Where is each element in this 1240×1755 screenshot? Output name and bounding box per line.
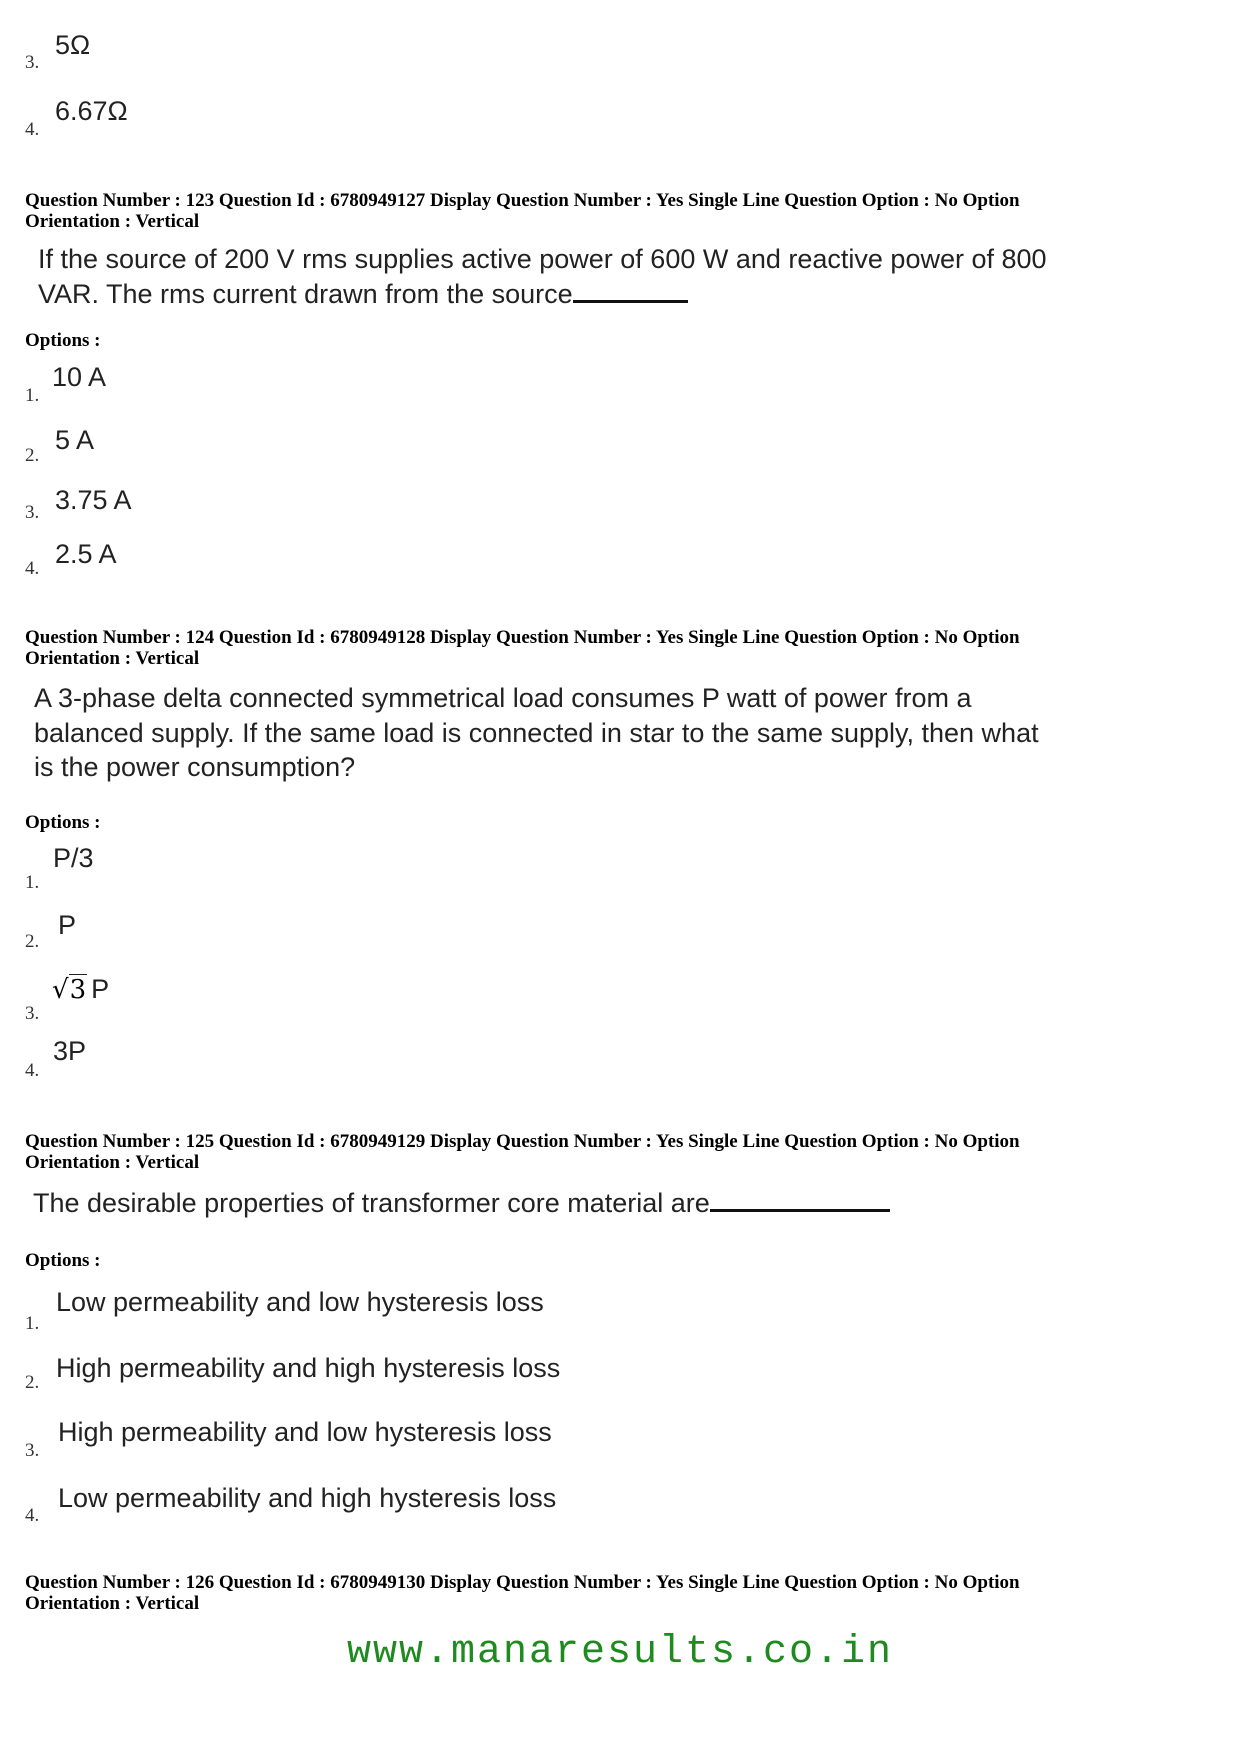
question-text-line: A 3-phase delta connected symmetrical load consumes P watt of power from a: [34, 683, 972, 713]
question-meta-line: Question Number : 123 Question Id : 6780949127 Display Question Number : Yes Single Line Question Option : No Option: [25, 190, 1020, 211]
option-text: 5 A: [55, 425, 95, 455]
answer-blank: [710, 1209, 890, 1212]
option-text: 2.5 A: [55, 539, 117, 569]
sqrt-symbol: √3: [52, 975, 87, 1005]
question-text-fragment: The desirable properties of transformer core material are: [33, 1188, 710, 1218]
question-text-line: [38, 279, 688, 310]
question-meta: [25, 190, 1195, 232]
question-text-line: If the source of 200 V rms supplies active power of 600 W and reactive power of 800: [38, 244, 1047, 274]
options-label: Options :: [25, 812, 101, 833]
option-text: 5Ω: [55, 30, 91, 60]
option-text-fragment: P: [91, 974, 110, 1004]
option-number: 2.: [25, 1372, 40, 1393]
question-meta-line: Question Number : 125 Question Id : 6780949129 Display Question Number : Yes Single Line Question Option : No Option: [25, 1131, 1020, 1152]
option-text: 6.67Ω: [55, 96, 128, 126]
question-meta: [25, 1131, 1195, 1173]
option-text: Low permeability and high hysteresis loss: [58, 1483, 557, 1513]
option-number: 2.: [25, 931, 40, 952]
question-text-fragment: VAR. The rms current drawn from the source: [38, 279, 573, 309]
option-number: 4.: [25, 1060, 40, 1081]
option-number: 1.: [25, 1313, 40, 1334]
option-text: 3.75 A: [55, 485, 132, 515]
option-text: High permeability and low hysteresis loss: [58, 1417, 552, 1447]
option-number: 4.: [25, 558, 40, 579]
option-number: 3.: [25, 52, 40, 73]
question-text-line: balanced supply. If the same load is connected in star to the same supply, then what: [34, 718, 1039, 748]
option-number: 3.: [25, 1003, 40, 1024]
option-text: Low permeability and low hysteresis loss: [56, 1287, 544, 1317]
question-meta: [25, 627, 1195, 669]
question-meta: [25, 1572, 1195, 1614]
answer-blank: [573, 300, 688, 303]
question-meta-line: Orientation : Vertical: [25, 648, 200, 669]
question-text-line: is the power consumption?: [34, 752, 356, 782]
option-text: P: [58, 910, 77, 940]
footer-url: www.manaresults.co.in: [346, 1630, 894, 1675]
option-number: 4.: [25, 119, 40, 140]
option-number: 4.: [25, 1505, 40, 1526]
option-number: 1.: [25, 385, 40, 406]
question-meta-line: Orientation : Vertical: [25, 211, 200, 232]
option-number: 3.: [25, 502, 40, 523]
question-meta-line: Orientation : Vertical: [25, 1152, 200, 1173]
question-meta-line: Question Number : 124 Question Id : 6780949128 Display Question Number : Yes Single Line Question Option : No Option: [25, 627, 1020, 648]
question-meta-line: Orientation : Vertical: [25, 1593, 200, 1614]
option-number: 2.: [25, 445, 40, 466]
option-text: 3P: [53, 1036, 87, 1066]
question-text-line: [33, 1188, 890, 1219]
option-text: High permeability and high hysteresis loss: [56, 1353, 561, 1383]
option-text: 10 A: [52, 362, 107, 392]
sqrt-radicand: 3: [69, 975, 87, 1005]
options-label: Options :: [25, 1250, 101, 1271]
option-number: 3.: [25, 1440, 40, 1461]
option-text: [52, 974, 109, 1005]
options-label: Options :: [25, 330, 101, 351]
option-number: 1.: [25, 872, 40, 893]
question-meta-line: Question Number : 126 Question Id : 6780949130 Display Question Number : Yes Single Line Question Option : No Option: [25, 1572, 1020, 1593]
option-text: P/3: [53, 843, 94, 873]
